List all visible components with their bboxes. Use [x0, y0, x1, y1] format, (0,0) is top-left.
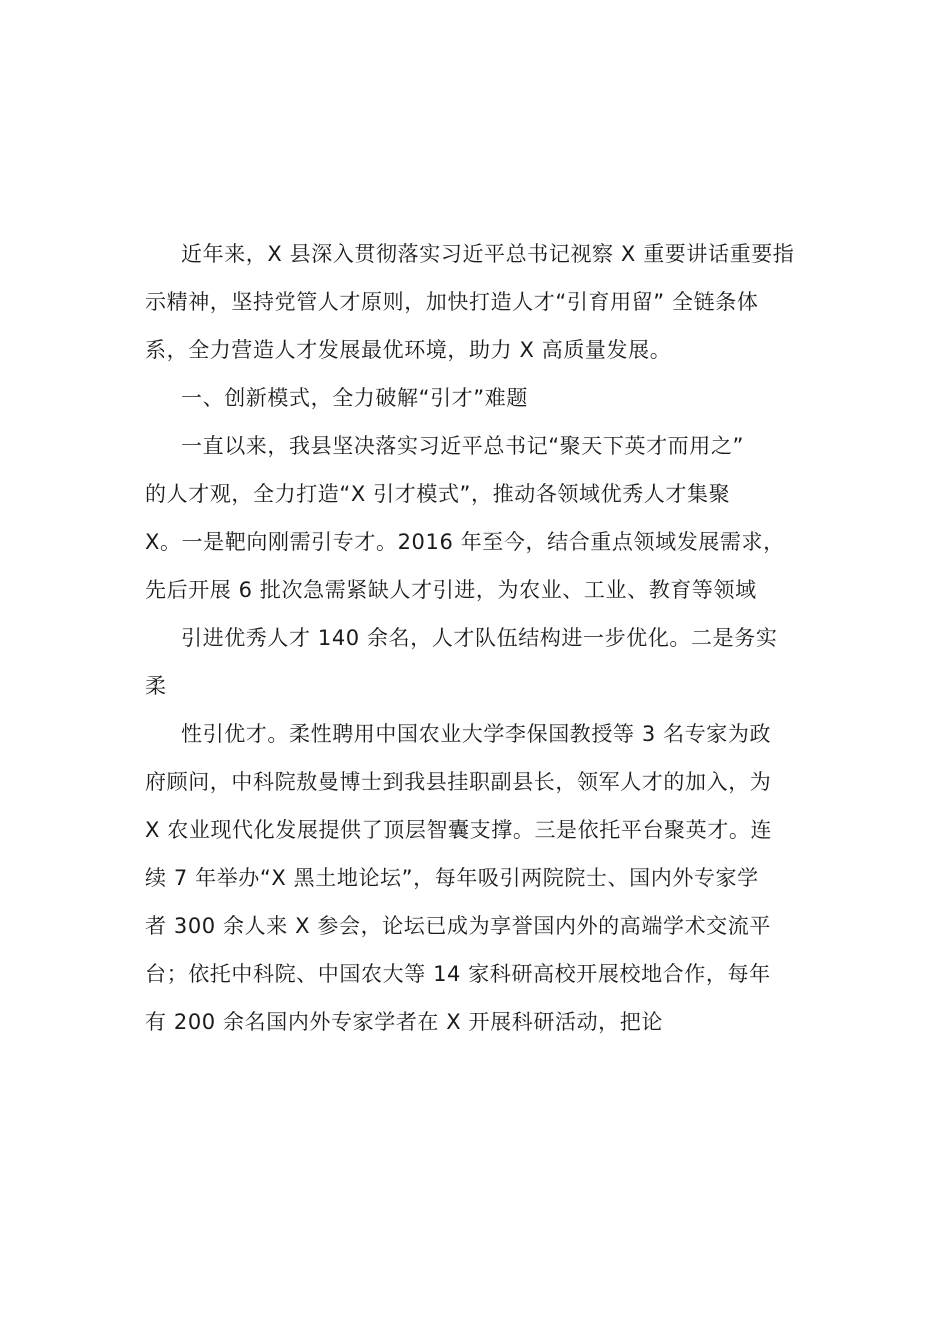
body-text — [145, 230, 810, 1046]
paragraph-line: X 农业现代化发展提供了顶层智囊支撑。三是依托平台聚英才。连 — [145, 818, 773, 842]
paragraph-line: 台；依托中科院、中国农大等 14 家科研高校开展校地合作，每年 — [145, 962, 771, 986]
paragraph-line: 有 200 余名国内外专家学者在 X 开展科研活动，把论 — [145, 1010, 663, 1034]
paragraph-line: 柔 — [145, 674, 167, 698]
paragraph-line: 者 300 余人来 X 参会，论坛已成为享誉国内外的高端学术交流平 — [145, 914, 771, 938]
paragraph-line: 性引优才。柔性聘用中国农业大学李保国教授等 3 名专家为政 — [181, 722, 772, 746]
paragraph-line: X。一是靶向刚需引专才。2016 年至今，结合重点领域发展需求， — [145, 530, 785, 554]
paragraph-line: 引进优秀人才 140 余名，人才队伍结构进一步优化。二是务实 — [181, 626, 778, 650]
paragraph-line: 一直以来，我县坚决落实习近平总书记“聚天下英才而用之” — [181, 434, 744, 458]
paragraph-line: 续 7 年举办“X 黑土地论坛”，每年吸引两院院士、国内外专家学 — [145, 866, 759, 890]
paragraph-line: 先后开展 6 批次急需紧缺人才引进，为农业、工业、教育等领域 — [145, 578, 757, 602]
paragraph-line: 近年来，X 县深入贯彻落实习近平总书记视察 X 重要讲话重要指 — [181, 242, 795, 266]
paragraph-line: 的人才观，全力打造“X 引才模式”，推动各领域优秀人才集聚 — [145, 482, 731, 506]
paragraph-line: 府顾问，中科院敖曼博士到我县挂职副县长，领军人才的加入，为 — [145, 770, 772, 794]
section-heading: 一、创新模式，全力破解“引才”难题 — [181, 386, 528, 410]
paragraph-line: 示精神，坚持党管人才原则，加快打造人才“引育用留” 全链条体 — [145, 290, 759, 314]
paragraph-line: 系，全力营造人才发展最优环境，助力 X 高质量发展。 — [145, 338, 672, 362]
